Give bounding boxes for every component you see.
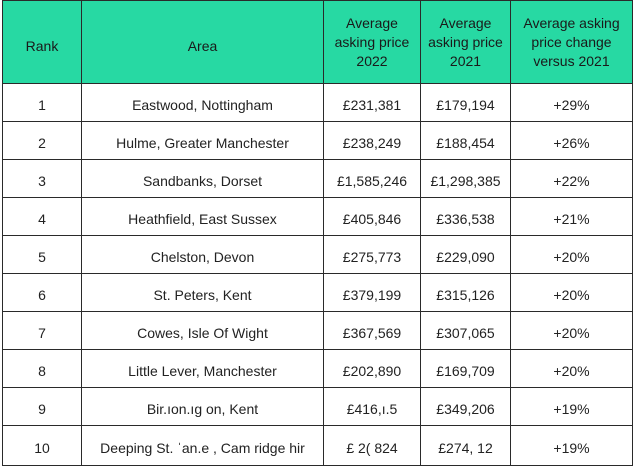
cell-price-2022: £238,249 xyxy=(324,122,421,160)
cell-price-2021: £179,194 xyxy=(421,84,511,122)
cell-rank: 6 xyxy=(3,274,82,312)
table-row xyxy=(3,312,633,350)
cell-price-2021: £229,090 xyxy=(421,236,511,274)
table-body xyxy=(3,84,633,466)
cell-price-2021: £336,538 xyxy=(421,198,511,236)
cell-change: +19% xyxy=(511,426,633,466)
cell-rank: 9 xyxy=(3,388,82,426)
table-header xyxy=(3,1,633,84)
cell-price-2022: £ 2( 824 xyxy=(324,426,421,466)
cell-rank: 2 xyxy=(3,122,82,160)
header-area: Area xyxy=(82,1,324,84)
table-row xyxy=(3,388,633,426)
cell-area: Little Lever, Manchester xyxy=(82,350,324,388)
asking-price-table xyxy=(2,0,633,466)
table-row xyxy=(3,84,633,122)
cell-area: St. Peters, Kent xyxy=(82,274,324,312)
cell-rank: 4 xyxy=(3,198,82,236)
table-row xyxy=(3,122,633,160)
cell-price-2021: £315,126 xyxy=(421,274,511,312)
header-rank: Rank xyxy=(3,1,82,84)
cell-change: +20% xyxy=(511,312,633,350)
cell-price-2022: £231,381 xyxy=(324,84,421,122)
cell-change: +29% xyxy=(511,84,633,122)
cell-area: Hulme, Greater Manchester xyxy=(82,122,324,160)
cell-price-2022: £202,890 xyxy=(324,350,421,388)
cell-rank: 8 xyxy=(3,350,82,388)
cell-price-2022: £275,773 xyxy=(324,236,421,274)
cell-price-2022: £1,585,246 xyxy=(324,160,421,198)
table-row xyxy=(3,274,633,312)
cell-change: +21% xyxy=(511,198,633,236)
table-row xyxy=(3,350,633,388)
cell-area: Eastwood, Nottingham xyxy=(82,84,324,122)
cell-area: Sandbanks, Dorset xyxy=(82,160,324,198)
cell-change: +20% xyxy=(511,236,633,274)
header-price-2022: Average asking price 2022 xyxy=(324,1,421,84)
cell-rank: 7 xyxy=(3,312,82,350)
cell-area: Cowes, Isle Of Wight xyxy=(82,312,324,350)
cell-price-2022: £405,846 xyxy=(324,198,421,236)
cell-area: Bir.ıon.ıg on, Kent xyxy=(82,388,324,426)
cell-rank: 1 xyxy=(3,84,82,122)
cell-area: Heathfield, East Sussex xyxy=(82,198,324,236)
header-price-2021: Average asking price 2021 xyxy=(421,1,511,84)
table-row xyxy=(3,160,633,198)
cell-change: +22% xyxy=(511,160,633,198)
cell-price-2022: £416,ı.5 xyxy=(324,388,421,426)
cell-change: +19% xyxy=(511,388,633,426)
cell-price-2021: £307,065 xyxy=(421,312,511,350)
table-row xyxy=(3,426,633,466)
cell-price-2021: £274, 12 xyxy=(421,426,511,466)
table-row xyxy=(3,198,633,236)
cell-area: Deeping St. ˈan.e , Cam ridge hir xyxy=(82,426,324,466)
header-price-change: Average asking price change versus 2021 xyxy=(511,1,633,84)
table-row xyxy=(3,236,633,274)
cell-price-2021: £1,298,385 xyxy=(421,160,511,198)
cell-change: +26% xyxy=(511,122,633,160)
cell-rank: 10 xyxy=(3,426,82,466)
cell-price-2022: £367,569 xyxy=(324,312,421,350)
cell-change: +20% xyxy=(511,274,633,312)
cell-rank: 3 xyxy=(3,160,82,198)
cell-area: Chelston, Devon xyxy=(82,236,324,274)
cell-price-2021: £349,206 xyxy=(421,388,511,426)
cell-price-2021: £169,709 xyxy=(421,350,511,388)
cell-change: +20% xyxy=(511,350,633,388)
cell-price-2022: £379,199 xyxy=(324,274,421,312)
cell-rank: 5 xyxy=(3,236,82,274)
cell-price-2021: £188,454 xyxy=(421,122,511,160)
